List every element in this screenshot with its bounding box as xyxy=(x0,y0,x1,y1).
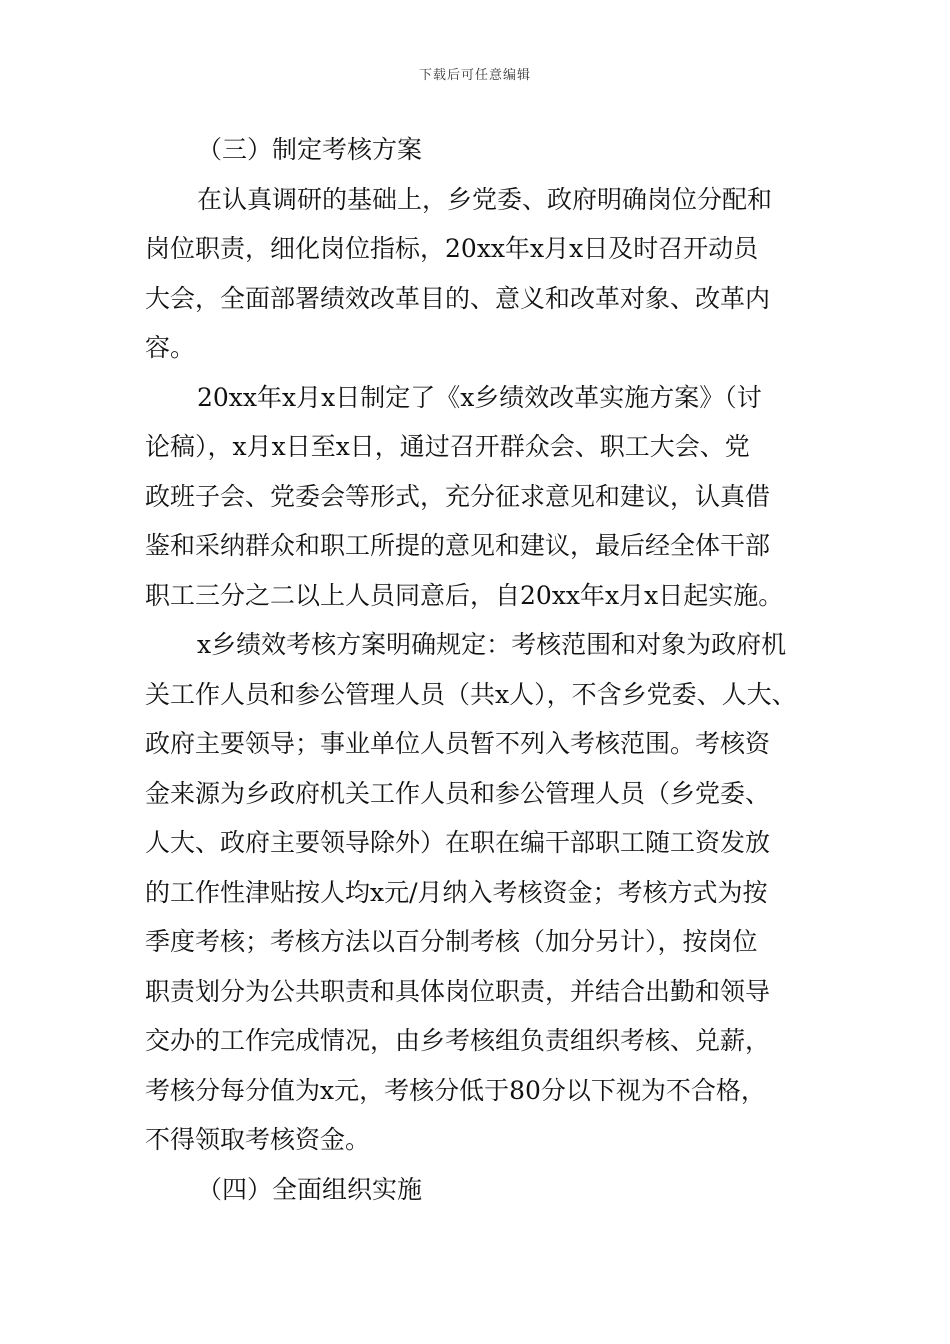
paragraph-2 xyxy=(145,373,825,621)
text-line: x乡绩效考核方案明确规定：考核范围和对象为政府机 xyxy=(197,630,787,659)
section-heading-4: （四）全面组织实施 xyxy=(197,1174,423,1204)
text-line: 容。 xyxy=(145,333,196,362)
text-line: 在认真调研的基础上，乡党委、政府明确岗位分配和 xyxy=(197,184,773,214)
text-line: 关工作人员和参公管理人员（共x人），不含乡党委、人大、 xyxy=(145,679,797,709)
text-line: 鉴和采纳群众和职工所提的意见和建议，最后经全体干部 xyxy=(145,531,771,560)
text-line: 金来源为乡政府机关工作人员和参公管理人员（乡党委、 xyxy=(145,778,771,808)
text-line: 职工三分之二以上人员同意后，自20xx年x月x日起实施。 xyxy=(145,580,784,610)
section-heading-3: （三）制定考核方案 xyxy=(197,135,423,164)
document-body xyxy=(145,125,825,1214)
text-line: 岗位职责，细化岗位指标，20xx年x月x日及时召开动员 xyxy=(145,234,759,263)
text-line: 季度考核；考核方法以百分制考核（加分另计），按岗位 xyxy=(145,927,758,956)
text-line: 人大、政府主要领导除外）在职在编干部职工随工资发放 xyxy=(145,828,771,857)
text-line: 大会，全面部署绩效改革目的、意义和改革对象、改革内 xyxy=(145,283,771,313)
paragraph-1 xyxy=(145,175,825,373)
text-line: 职责划分为公共职责和具体岗位职责，并结合出勤和领导 xyxy=(145,976,771,1006)
text-line: 20xx年x月x日制定了《x乡绩效改革实施方案》（讨 xyxy=(197,382,762,412)
text-line: 政府主要领导；事业单位人员暂不列入考核范围。考核资 xyxy=(145,729,771,758)
text-line: 交办的工作完成情况，由乡考核组负责组织考核、兑薪， xyxy=(145,1026,771,1055)
page-header: 下载后可任意编辑 xyxy=(418,68,531,83)
text-line: 的工作性津贴按人均x元/月纳入考核资金；考核方式为按 xyxy=(145,877,768,907)
paragraph-3 xyxy=(145,620,825,1165)
text-line: 不得领取考核资金。 xyxy=(145,1125,371,1154)
text-line: 考核分每分值为x元，考核分低于80分以下视为不合格， xyxy=(145,1075,766,1105)
text-line: 论稿），x月x日至x日，通过召开群众会、职工大会、党 xyxy=(145,432,750,461)
text-line: 政班子会、党委会等形式，充分征求意见和建议，认真借 xyxy=(145,481,771,511)
